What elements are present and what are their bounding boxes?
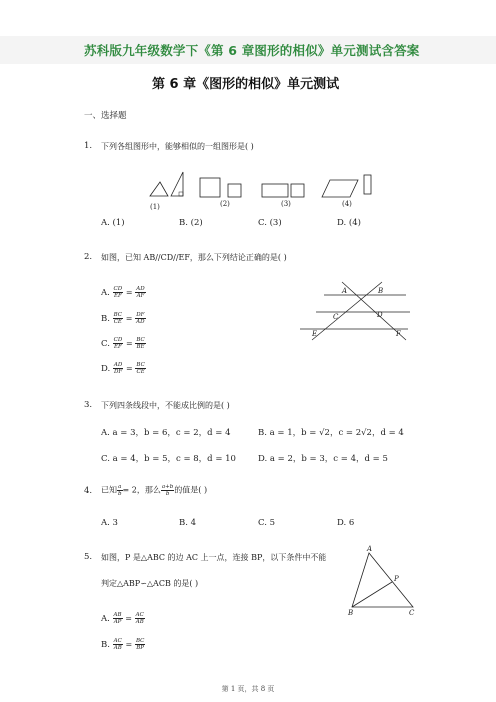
q4-option-d[interactable]: D. 6 [337, 518, 355, 528]
banner-title: 苏科版九年级数学下《第 6 章图形的相似》单元测试含答案 [84, 43, 420, 58]
q2-number: 2. [84, 252, 93, 262]
q5-figure [345, 545, 420, 615]
q2-label-e: E [312, 330, 318, 338]
q5-text-line1: 如图，P 是△ABC 的边 AC 上一点，连接 BP，以下条件中不能 [101, 553, 327, 562]
q1-large-square [200, 178, 220, 197]
q2-label-b: B [378, 287, 384, 295]
q2-label-f: F [396, 330, 401, 338]
q2-label-c: C [333, 313, 339, 321]
q2-option-a[interactable]: A. $\frac{CD}{EF}$ = $\frac{AD}{AF}$ [101, 286, 145, 299]
q3-text: 下列四条线段中，不能成比例的是( ) [101, 401, 230, 410]
q2-label-d: D [377, 311, 383, 319]
document-title: 第 6 章《图形的相似》单元测试 [152, 77, 340, 92]
q4-text: 已知 $\frac{a}{b}$ = 2，那么 $\frac{a+b}{b}$ 的值是( ) [101, 484, 208, 497]
page-footer: 第 1 页，共 8 页 [221, 685, 275, 693]
q4-number: 4. [84, 486, 93, 496]
q4-option-a[interactable]: A. 3 [101, 518, 118, 528]
q1-rectangle [262, 184, 288, 197]
q3-option-c[interactable]: C. a = 4，b = 5，c = 8，d = 10 [101, 454, 236, 464]
q5-number: 5. [84, 552, 93, 562]
q3-option-d[interactable]: D. a = 2，b = 3，c = 4，d = 5 [258, 454, 388, 464]
q2-option-b[interactable]: B. $\frac{BC}{CE}$ = $\frac{DF}{AD}$ [101, 312, 145, 325]
triangle-abc [352, 553, 413, 607]
q1-option-c[interactable]: C. (3) [258, 218, 282, 228]
q3-option-b[interactable]: B. a = 1，b = √2，c = 2√2，d = 4 [258, 428, 404, 438]
q5-label-p: P [394, 575, 399, 583]
q1-option-b[interactable]: B. (2) [179, 218, 203, 228]
q2-label-a: A [342, 287, 348, 295]
q1-fig-label-1: (1) [150, 203, 160, 211]
q5-text-line2: 判定△ABP∽△ACB 的是( ) [101, 579, 199, 588]
q4-option-b[interactable]: B. 4 [179, 518, 197, 528]
q3-option-a[interactable]: A. a = 3，b = 6，c = 2，d = 4 [101, 428, 231, 438]
q5-label-c: C [409, 609, 415, 617]
q5-label-b: B [348, 609, 354, 617]
q2-option-c[interactable]: C. $\frac{CD}{EF}$ = $\frac{BC}{BE}$ [101, 337, 145, 350]
q1-right-triangle [171, 172, 183, 196]
q1-parallelogram [322, 180, 358, 197]
q1-number: 1. [84, 141, 93, 151]
q3-number: 3. [84, 400, 93, 410]
q2-figure [298, 280, 413, 342]
q4-option-c[interactable]: C. 5 [258, 518, 276, 528]
q1-option-a[interactable]: A. (1) [101, 218, 125, 228]
q1-option-d[interactable]: D. (4) [337, 218, 361, 228]
q5-label-a: A [367, 545, 373, 553]
q1-small-square [228, 184, 241, 197]
section-heading: 一、选择题 [84, 111, 127, 121]
q1-figure [150, 170, 410, 210]
q2-text: 如图，已知 AB//CD//EF，那么下列结论正确的是( ) [101, 253, 287, 262]
q2-option-d[interactable]: D. $\frac{AD}{DF}$ = $\frac{BC}{CE}$ [101, 362, 145, 375]
q1-fig-label-2: (2) [220, 200, 230, 208]
q1-fig-label-4: (4) [342, 200, 352, 208]
q5-option-a[interactable]: A. $\frac{AB}{AP}$ = $\frac{AC}{AB}$ [101, 612, 144, 625]
q5-option-b[interactable]: B. $\frac{AC}{AB}$ = $\frac{BC}{BP}$ [101, 638, 145, 651]
q1-square-3 [291, 184, 304, 197]
q1-small-triangle [150, 182, 168, 196]
q1-text: 下列各组图形中，能够相似的一组图形是( ) [101, 142, 254, 151]
segment-bp [352, 582, 392, 607]
q1-thin-rectangle [364, 175, 371, 194]
q1-fig-label-3: (3) [281, 200, 291, 208]
